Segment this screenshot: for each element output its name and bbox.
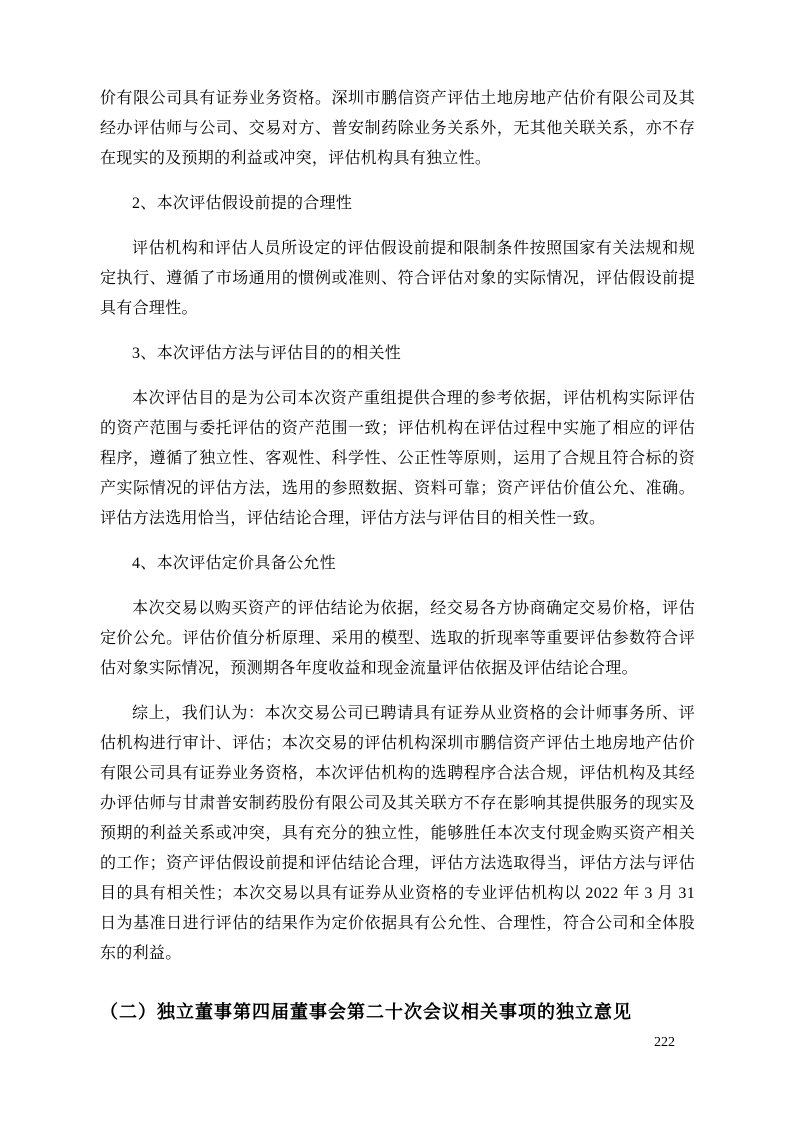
paragraph: 评估机构和评估人员所设定的评估假设前提和限制条件按照国家有关法规和规定执行、遵循了市场通用的惯例或准则、符合评估对象的实际情况，评估假设前提具有合理性。	[100, 240, 695, 317]
paragraph: 本次交易以购买资产的评估结论为依据，经交易各方协商确定交易价格，评估定价公允。评估价值分析原理、采用的模型、选取的折现率等重要评估参数符合评估对象实际情况，预测期各年度收益和现金流量评估依据及评估结论合理。	[100, 600, 695, 677]
section-heading: （二）独立董事第四届董事会第二十次会议相关事项的独立意见	[100, 1002, 632, 1022]
numbered-heading-4: 4、本次评估定价具备公允性	[132, 555, 336, 572]
paragraph: 本次评估目的是为公司本次资产重组提供合理的参考依据，评估机构实际评估的资产范围与委托评估的资产范围一致；评估机构在评估过程中实施了相应的评估程序，遵循了独立性、客观性、科学性、公正性等原则，运用了合规且符合标的资产实际情况的评估方法，选用的参照数据、资料可靠；资产评估价值公允、准确。评估方法选用恰当，评估结论合理，评估方法与评估目的相关性一致。	[100, 390, 695, 527]
page-number: 222	[654, 1035, 675, 1050]
paragraph-continuation: 价有限公司具有证券业务资格。深圳市鹏信资产评估土地房地产估价有限公司及其经办评估师与公司、交易对方、普安制药除业务关系外，无其他关联关系，亦不存在现实的及预期的利益或冲突，评估机构具有独立性。	[100, 90, 695, 167]
numbered-heading-3: 3、本次评估方法与评估目的的相关性	[132, 345, 402, 362]
numbered-heading-2: 2、本次评估假设前提的合理性	[132, 195, 353, 212]
paragraph-conclusion: 综上，我们认为：本次交易公司已聘请具有证券从业资格的会计师事务所、评估机构进行审计、评估；本次交易的评估机构深圳市鹏信资产评估土地房地产估价有限公司具有证券业务资格，本次评估机构的选聘程序合法合规，评估机构及其经办评估师与甘肃普安制药股份有限公司及其关联方不存在影响其提供服务的现实及预期的利益关系或冲突，具有充分的独立性，能够胜任本次支付现金购买资产相关的工作；资产评估假设前提和评估结论合理，评估方法选取得当，评估方法与评估目的具有相关性；本次交易以具有证券从业资格的专业评估机构以 2022 年 3 月 31 日为基准日进行评估的结果作为定价依据具有公允性、合理性，符合公司和全体股东的利益。	[100, 705, 695, 962]
